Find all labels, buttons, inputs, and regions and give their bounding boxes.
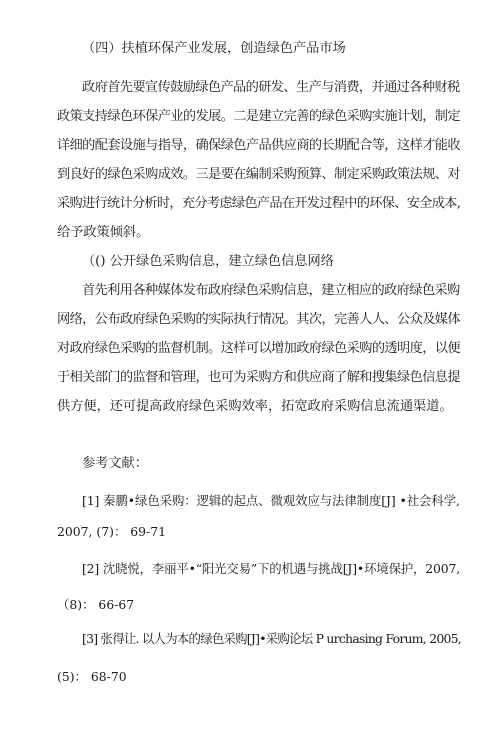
reference-item: [2] 沈晓悦，李丽平•“阳光交易”下的机遇与挑战[J]•环境保护，2007, [82, 561, 461, 576]
paragraph-line: 首先利用各种媒体发布政府绿色采购信息，建立相应的政府绿色采购 [82, 283, 460, 298]
reference-item-continuation: (5)： 68-70 [57, 669, 127, 684]
paragraph-line: 详细的配套设施与指导，确保绿色产品供应商的长期配合等，这样才能收 [57, 138, 460, 153]
paragraph-line: 政府首先要宣传鼓励绿色产品的研发、生产与消费，并通过各种财税 [82, 80, 460, 95]
paragraph-line: 采购进行统计分析时，充分考虑绿色产品在开发过程中的环保、安全成本, [57, 196, 461, 211]
section-heading-4: （四）扶植环保产业发展，创造绿色产品市场 [82, 41, 346, 56]
references-title: 参考文献： [82, 456, 148, 471]
paragraph-line: 到良好的绿色采购成效。三是要在编制采购预算、制定采购政策法规、对 [57, 167, 460, 182]
section-heading-5: （() 公开绿色采购信息，建立绿色信息网络 [82, 254, 334, 269]
paragraph-line: 网络，公布政府绿色采购的实际执行情况。其次，完善人人、公众及媒体 [57, 312, 460, 327]
reference-item: [3] 张得让. 以人为本的绿色采购[J]•采购论坛 P urchasing Forum, 2005, [82, 631, 462, 646]
reference-item-continuation: 2007, (7)： 69-71 [57, 524, 167, 539]
paragraph-line: 给予政策倾斜。 [57, 225, 150, 240]
paragraph-line: 对政府绿色采购的监督机制。这样可以增加政府绿色采购的透明度，以便 [57, 341, 460, 356]
paragraph-line: 供方便，还可提高政府绿色采购效率，拓宽政府采购信息流通渠道。 [57, 399, 453, 414]
reference-item: [1] 秦鹏•绿色采购：逻辑的起点、微观效应与法律制度[J] •社会科学, [82, 493, 460, 508]
paragraph-line: 政策支持绿色环保产业的发展。二是建立完善的绿色采购实施计划，制定 [57, 109, 460, 124]
reference-item-continuation: （8)： 66-67 [57, 597, 135, 612]
paragraph-line: 于相关部门的监督和管理，也可为采购方和供应商了解和搜集绿色信息提 [57, 370, 460, 385]
